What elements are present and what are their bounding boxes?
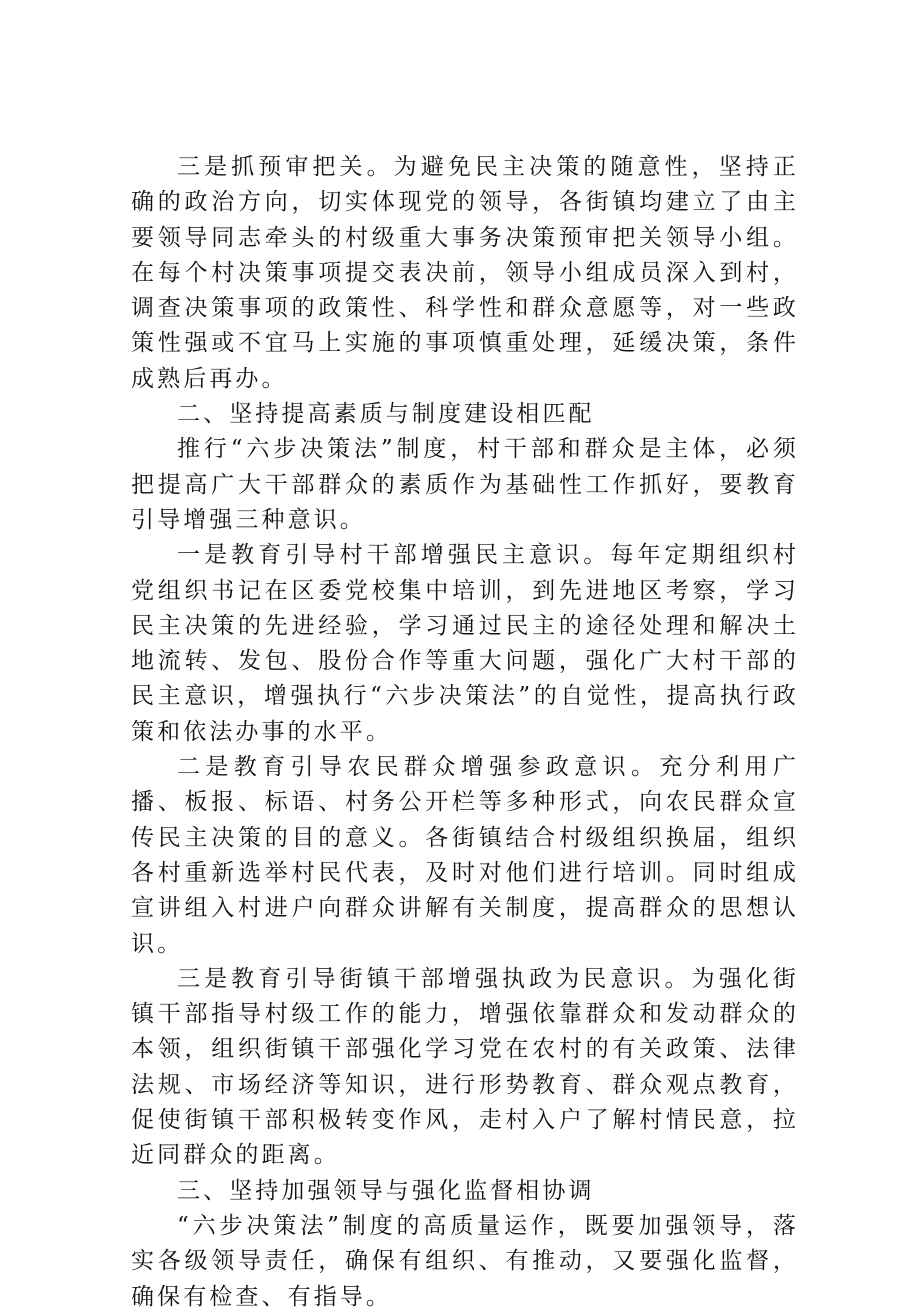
paragraph-town-cadres: 三是教育引导街镇干部增强执政为民意识。为强化街镇干部指导村级工作的能力，增强依靠群众和发动群众的本领，组织街镇干部强化学习党在农村的有关政策、法律法规、市场经济等知识，进行形势教育、群众观点教育，促使街镇干部积极转变作风，走村入户了解村情民意，拉近同群众的距离。	[131, 965, 799, 1169]
paragraph-leadership: “六步决策法”制度的高质量运作，既要加强领导，落实各级领导责任，确保有组织、有推动，又要强化监督，确保有检查、有指导。	[131, 1212, 799, 1310]
section-heading-3: 三、坚持加强领导与强化监督相协调	[177, 1177, 595, 1204]
paragraph-village-cadres: 一是教育引导村干部增强民主意识。每年定期组织村党组织书记在区委党校集中培训，到先进地区考察，学习民主决策的先进经验，学习通过民主的途径处理和解决土地流转、发包、股份合作等重大问题，强化广大村干部的民主意识，增强执行“六步决策法”的自觉性，提高执行政策和依法办事的水平。	[131, 542, 799, 745]
section-heading-2: 二、坚持提高素质与制度建设相匹配	[177, 401, 595, 428]
paragraph-intro-quality: 推行“六步决策法”制度，村干部和群众是主体，必须把提高广大干部群众的素质作为基础性工作抓好，要教育引导增强三种意识。	[131, 436, 799, 533]
document-body	[131, 150, 799, 1315]
paragraph-prereview: 三是抓预审把关。为避免民主决策的随意性，坚持正确的政治方向，切实体现党的领导，各街镇均建立了由主要领导同志牵头的村级重大事务决策预审把关领导小组。在每个村决策事项提交表决前，领导小组成员深入到村，调查决策事项的政策性、科学性和群众意愿等，对一些政策性强或不宜马上实施的事项慎重处理，延缓决策，条件成熟后再办。	[131, 154, 799, 392]
paragraph-farmers: 二是教育引导农民群众增强参政意识。充分利用广播、板报、标语、村务公开栏等多种形式，向农民群众宣传民主决策的目的意义。各街镇结合村级组织换届，组织各村重新选举村民代表，及时对他们进行培训。同时组成宣讲组入村进户向群众讲解有关制度，提高群众的思想认识。	[131, 754, 799, 957]
